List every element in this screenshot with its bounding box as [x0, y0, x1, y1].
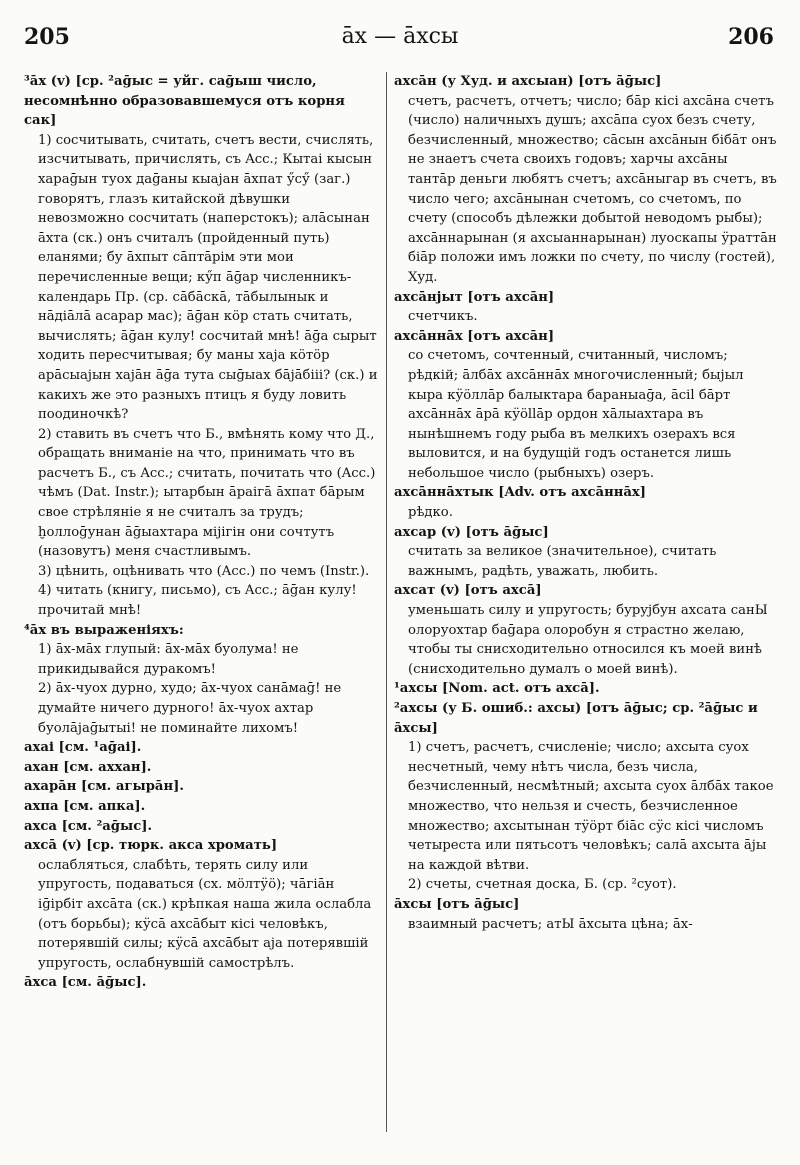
dictionary-entry	[394, 523, 778, 582]
entry-headword: ахсат (v) [отъ ахсā]	[394, 583, 542, 599]
entry-headword: ахаі [см. ¹аḡаі].	[24, 740, 142, 756]
entry-headword: āхсы [отъ āḡыс]	[394, 896, 520, 912]
dictionary-entry	[394, 483, 778, 522]
page-number-left: 205	[24, 24, 70, 50]
right-column	[394, 72, 778, 934]
entry-headword: ахсар (v) [отъ āḡыс]	[394, 524, 549, 540]
dictionary-entry	[24, 621, 378, 739]
entry-headword: ахарāн [см. агырāн].	[24, 779, 184, 795]
entry-headword: ахсāнjыт [отъ ахсāн]	[394, 289, 555, 305]
dictionary-entry	[24, 758, 378, 778]
page-header	[0, 24, 800, 56]
dictionary-entry	[24, 797, 378, 817]
dictionary-entry	[24, 72, 378, 621]
entry-sense: 1) счетъ, расчетъ, счисленіе; число; ахсыта суох несчетный, чему нѣтъ числа, безъ числа, безчисленный, несмѣтный; ахсыта суох āлбāх такое множество, что нельзя и счесть, безчисленное множество; ахсытынан тӱӧрт біāс сӱс кісі числомъ четыреста или пятьсотъ человѣкъ; салā ахсыта ājы на каждой вѣтви.	[408, 740, 774, 873]
entry-body	[394, 307, 778, 327]
left-column	[24, 72, 378, 993]
dictionary-entry	[394, 679, 778, 699]
entry-sense: 2) счеты, счетная доска, Б. (ср. ²суот).	[408, 877, 677, 893]
entry-sense: со счетомъ, сочтенный, считанный, числомъ; рѣдкій; āлбāх ахсāннāх многочисленный; быjыл кыра кӱöллāр балыктара бараныаḡа, āсіl бāрт ахсāннāх āрā кӱöllāр ордон хāлыахтара въ нынѣшнемъ году рыба въ мелкихъ озерахъ вся выловится, и на будущій годъ останется лишь небольшое число (рыбныхъ) озеръ.	[408, 348, 744, 481]
entry-sense: рѣдко.	[408, 505, 453, 521]
page-number-right: 206	[728, 24, 774, 50]
entry-sense: 3) цѣнить, оцѣнивать что (Acc.) по чемъ (Instr.).	[38, 563, 370, 579]
entry-headword: ахан [см. аххан].	[24, 759, 152, 775]
entry-sense: 2) ставить въ счетъ что Б., вмѣнять кому что Д., обращать вниманіе на что, принимать что въ расчетъ Б., съ Acc.; считать, почитать что (Acc.) чѣмъ (Dat. Instr.); ытарбын āраігā āхпат бāрым свое стрѣляніе я не считалъ за трудъ; ḫоллоḡунан āḡыахтара міjігін они сочтутъ (назовутъ) меня счастливымъ.	[38, 426, 376, 560]
dictionary-entry	[394, 288, 778, 327]
entry-sense: счетъ, расчетъ, отчетъ; число; бāр кісі ахсāна счетъ (число) наличныхъ душъ; ахсāпа суох безъ счету, безчисленный, множество; сāсын ахсāнын бібāт онъ не знаетъ счета своихъ годовъ; харчы ахсāны тантāр деньги любятъ счетъ; ахсāныгар въ счетъ, въ число чего; ахсāнынан счетомъ, со счетомъ, по счету (способъ дѣлежки добытой неводомъ рыбы); ахсāннарынан (я ахсыаннарынан) луоскапы ӱраттāн біāр положи имъ ложки по счету, по числу (гостей), Худ.	[408, 93, 777, 285]
entry-body	[394, 542, 778, 581]
dictionary-entry	[24, 738, 378, 758]
running-title: āх — āхсы	[341, 24, 459, 49]
entry-headword: ахсāннāхтык [Adv. отъ ахсāннāх]	[394, 485, 647, 501]
entry-headword: ахсāн (у Худ. и ахсыан) [отъ āḡыс]	[394, 74, 662, 89]
entry-headword: ахпа [см. апка].	[24, 798, 146, 814]
entry-body	[394, 503, 778, 523]
entry-headword: ¹ахсы [Nom. act. отъ ахсā].	[394, 681, 600, 697]
dictionary-entry	[394, 72, 778, 288]
entry-headword: ⁴āх въ выраженіяхъ:	[24, 622, 184, 638]
entry-sense: взаимный расчетъ; атЫ āхсыта цѣна; āх-	[408, 916, 693, 932]
entry-headword: ахсāннāх [отъ ахсāн]	[394, 328, 555, 344]
entry-sense: 1) сосчитывать, считать, счетъ вести, счислять, изсчитывать, причислять, съ Acc.; Кытаі кысын хараḡын туох даḡаны кыаjан āхпат ӳсӳ (заг.) говорятъ, глазъ китайской дѣвушки невозможно сосчитать (наперстокъ); алāсынан āхта (ск.) онъ считалъ (пройденный путь) еланями; бу āхпыт сāптāрім эти мои перечисленные вещи; кӳп āḡар численникъ-календарь Пр. (ср. сāбāскā, тāбылынык и нāдіāлā асарар мас); āḡан кӧр стать считать, вычислять; āḡан кулу! сосчитай мнѣ! āḡа сырыт ходить пересчитывая; бу маны хаjа кӧтӧр арāсыаjын хаjāн āḡа тута сыḡыах бājāбііі? (ск.) и какихъ же это разныхъ птицъ я буду ловить поодиночкѣ?	[38, 132, 378, 423]
entry-headword: ²ахсы (у Б. ошиб.: ахсы) [отъ āḡыс; ср. ²āḡыс и āхсы]	[394, 701, 758, 736]
entry-body	[394, 346, 778, 483]
entry-sense: ослабляться, слабѣть, терять силу или упругость, подаваться (сх. мӧлтӱӧ); чāгіāн іḡірбіт ахсāта (ск.) крѣпкая наша жила ослабла (отъ борьбы); кӱсā ахсāбыт кісі человѣкъ, потерявшій силы; кӱсā ахсāбыт аjа потерявшій упругость, ослабнувшій самострѣлъ.	[38, 857, 372, 971]
entry-body	[394, 738, 778, 895]
entry-headword: ахса [см. ²аḡыс].	[24, 818, 153, 834]
entry-body	[394, 915, 778, 935]
entry-sense: счетчикъ.	[408, 309, 478, 325]
column-divider	[386, 72, 387, 1132]
entry-body	[24, 856, 378, 974]
entry-headword: ахсā (v) [ср. тюрк. акса хромать]	[24, 838, 278, 854]
dictionary-entry	[24, 836, 378, 973]
entry-headword: āхса [см. āḡыс].	[24, 975, 147, 991]
entry-body	[24, 640, 378, 738]
entry-sense: уменьшать силу и упругость; буруjбун ахсата санЫ олоруохтар баḡара олоробун я страстно желаю, чтобы ты снисходительно относился къ моей винѣ (снисходительно думалъ о моей винѣ).	[408, 603, 768, 677]
entry-sense: 4) читать (книгу, письмо), съ Acc.; āḡан кулу! прочитай мнѣ!	[38, 583, 357, 619]
entry-sense: 2) āх-чуох дурно, худо; āх-чуох санāмаḡ! не думайте ничего дурного! āх-чуох ахтар буолājаḡытыі! не поминайте лихомъ!	[38, 681, 342, 736]
dictionary-entry	[24, 817, 378, 837]
entry-body	[394, 601, 778, 679]
dictionary-entry	[24, 777, 378, 797]
dictionary-entry	[24, 973, 378, 993]
dictionary-entry	[394, 895, 778, 934]
dictionary-entry	[394, 327, 778, 484]
entry-body	[394, 92, 778, 288]
entry-body	[24, 131, 378, 621]
entry-sense: 1) āх-мāх глупый: āх-мāх буолума! не прикидывайся дуракомъ!	[38, 642, 299, 677]
dictionary-entry	[394, 699, 778, 895]
dictionary-entry	[394, 581, 778, 679]
entry-headword: ³āх (v) [ср. ²аḡыс = уйг. саḡыш число, несомнѣнно образовавшемуся отъ корня сак]	[24, 74, 345, 129]
entry-sense: считать за великое (значительное), считать важнымъ, радѣть, уважать, любить.	[408, 544, 717, 579]
